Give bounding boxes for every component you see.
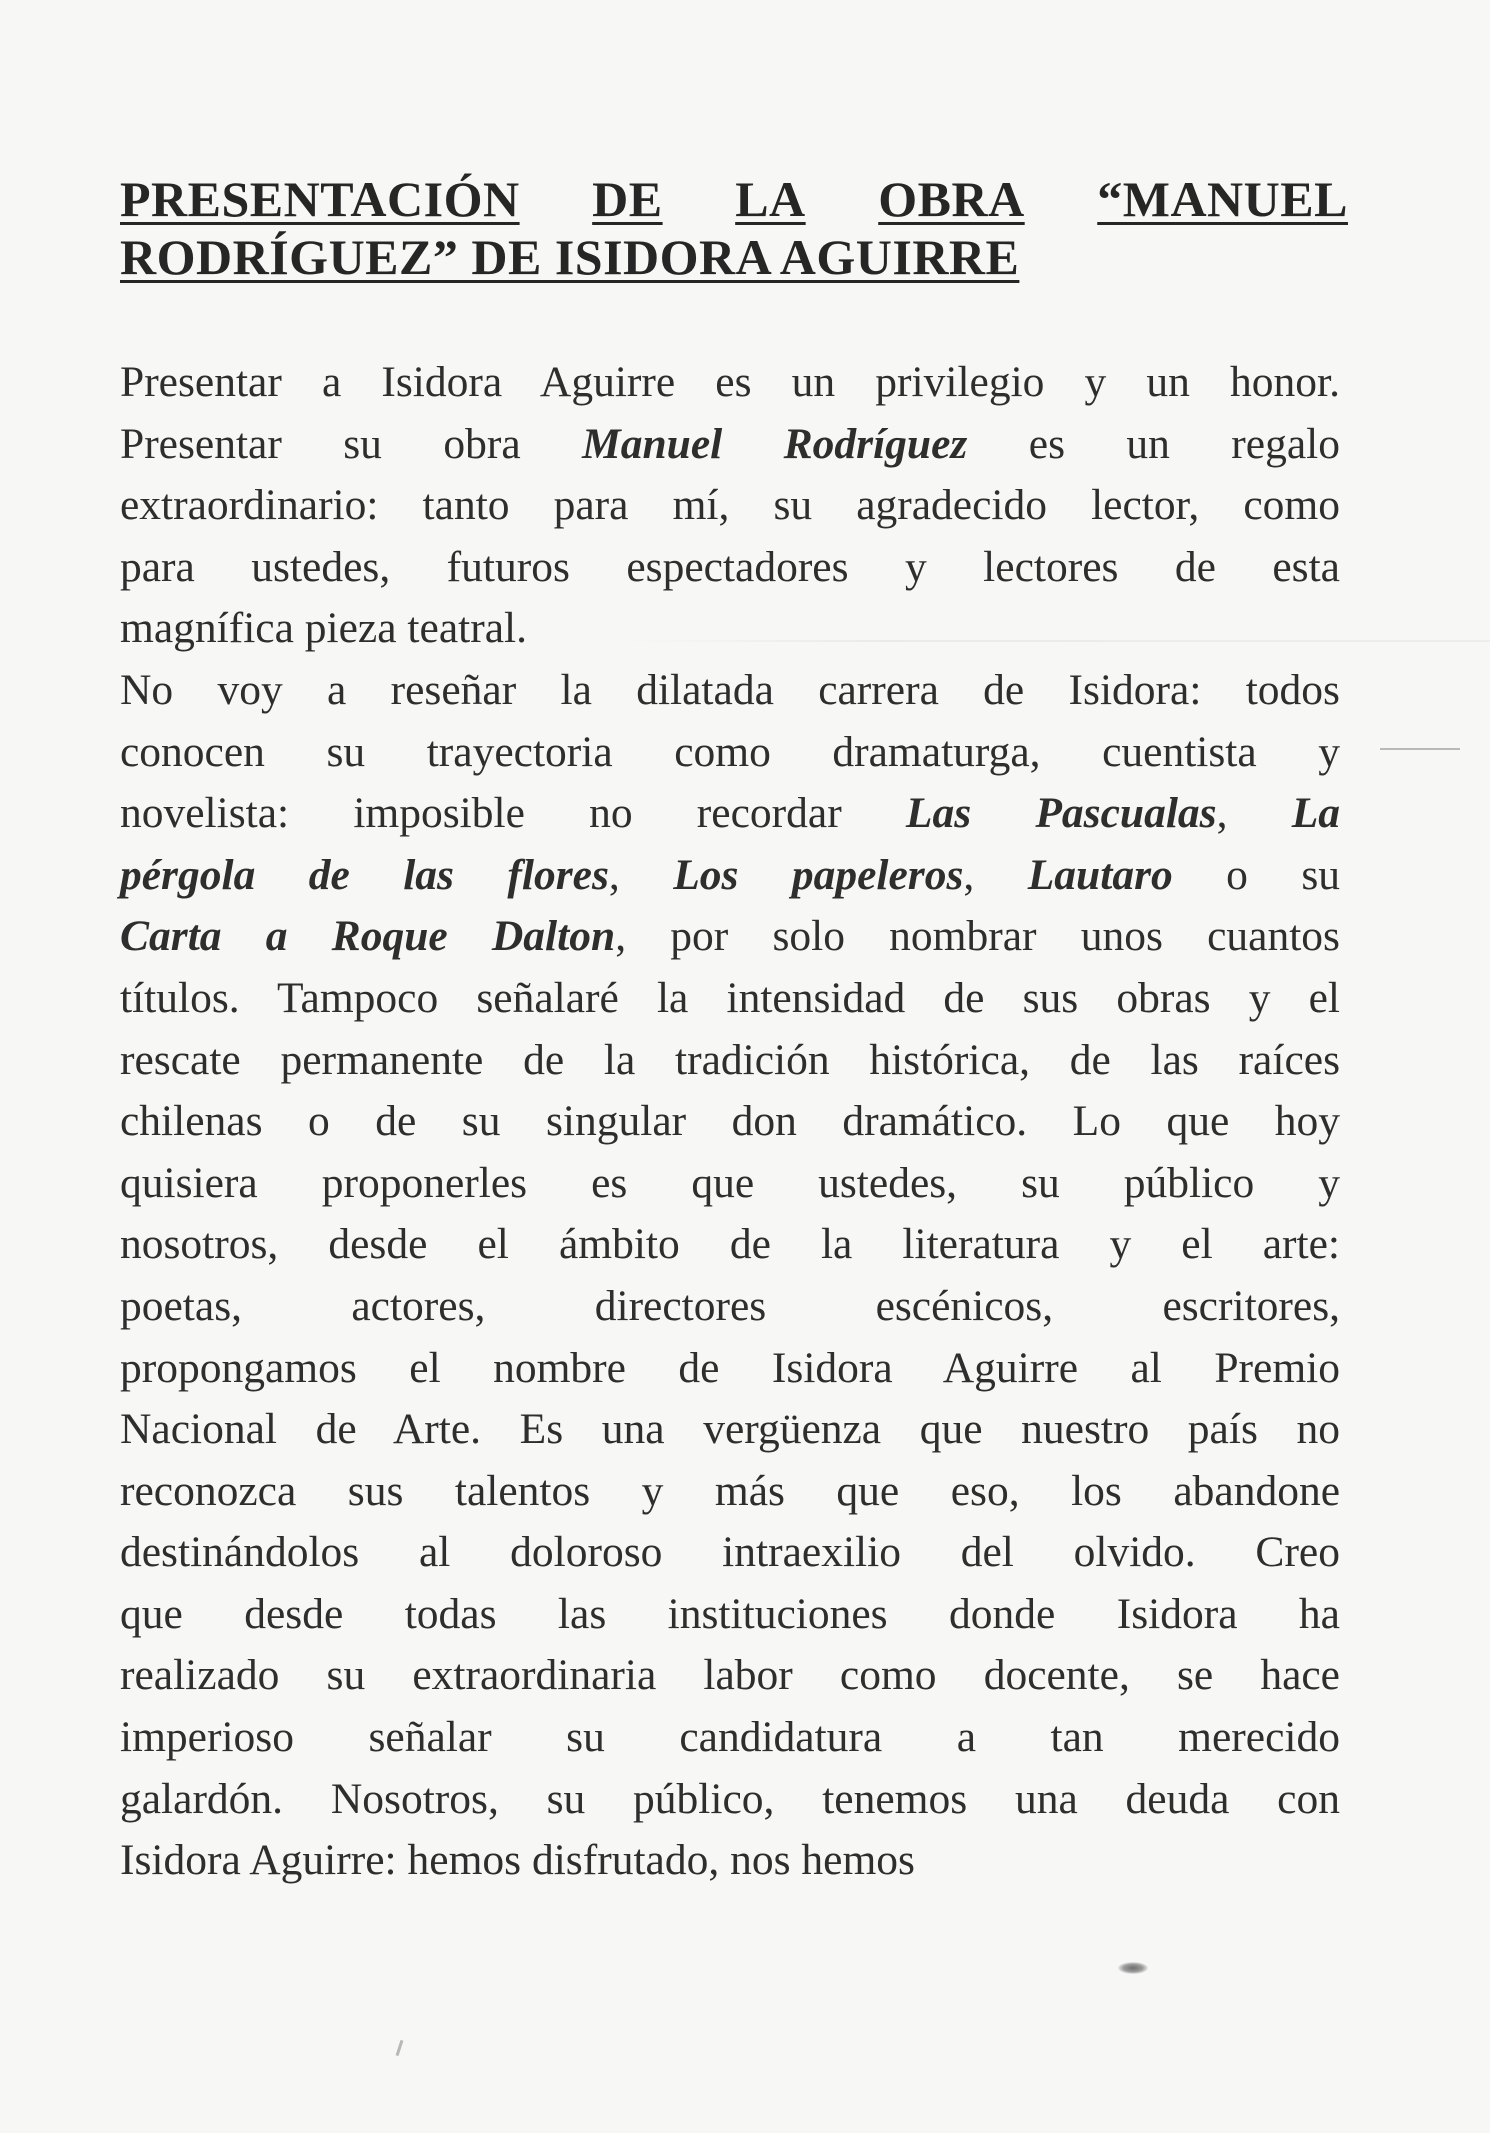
text-line xyxy=(120,906,1340,968)
title-word: LA xyxy=(735,171,806,227)
text-line xyxy=(120,1645,1340,1707)
text-line xyxy=(120,660,1340,722)
text-line xyxy=(120,1153,1340,1215)
text-line xyxy=(120,414,1340,476)
text-line xyxy=(120,1769,1340,1831)
text-line xyxy=(120,598,1340,660)
ink-speck xyxy=(1118,1962,1148,1974)
text-run: , xyxy=(963,850,1028,899)
text-line xyxy=(120,722,1340,784)
text-run: propongamos el nombre de Isidora Aguirre al Premio xyxy=(120,1343,1340,1392)
italic-title-run: La xyxy=(1291,789,1341,838)
text-line xyxy=(120,1461,1340,1523)
text-run: Presentar a Isidora Aguirre es un privilegio y un honor. xyxy=(120,358,1340,406)
text-run: reconozca sus talentos y más que eso, los abandone xyxy=(120,1466,1340,1515)
text-run: o su xyxy=(1172,850,1341,899)
text-line xyxy=(120,1030,1340,1092)
pencil-mark xyxy=(396,2040,404,2056)
text-line xyxy=(120,475,1340,537)
title-word: DE xyxy=(592,171,663,227)
text-line xyxy=(120,1522,1340,1584)
text-line xyxy=(120,1399,1340,1461)
paragraph xyxy=(120,352,1340,660)
text-run: Presentar su obra xyxy=(120,419,583,468)
text-line xyxy=(120,845,1340,907)
text-run: Nacional de Arte. Es una vergüenza que nuestro país no xyxy=(120,1405,1340,1454)
text-line xyxy=(120,1707,1340,1769)
title-line-1 xyxy=(120,170,1348,228)
text-run: es un regalo xyxy=(967,419,1340,468)
text-run: chilenas o de su singular don dramático. Lo que hoy xyxy=(120,1097,1340,1146)
document-title xyxy=(120,170,1348,286)
text-run: nosotros, desde el ámbito de la literatura y el arte: xyxy=(120,1220,1340,1269)
text-run: conocen su trayectoria como dramaturga, cuentista y xyxy=(120,727,1340,776)
text-line xyxy=(120,352,1340,414)
text-line xyxy=(120,1214,1340,1276)
text-run: realizado su extraordinaria labor como docente, se hace xyxy=(120,1651,1340,1700)
text-run: imperioso señalar su candidatura a tan merecido xyxy=(120,1713,1340,1762)
text-run: No voy a reseñar la dilatada carrera de Isidora: todos xyxy=(120,665,1340,714)
text-run: títulos. Tampoco señalaré la intensidad de sus obras y el xyxy=(120,973,1340,1022)
text-line xyxy=(120,1338,1340,1400)
italic-title-run: Carta a Roque Dalton xyxy=(120,912,616,961)
text-line xyxy=(120,1091,1340,1153)
text-run: quisiera proponerles es que ustedes, su público y xyxy=(120,1158,1340,1207)
text-run: extraordinario: tanto para mí, su agradecido lector, como xyxy=(120,481,1340,530)
text-line xyxy=(120,1276,1340,1338)
text-line xyxy=(120,1584,1340,1646)
body-text xyxy=(120,352,1340,1892)
text-line xyxy=(120,1830,1340,1892)
italic-title-run: pérgola de las flores xyxy=(120,850,609,899)
text-run: magnífica pieza teatral. xyxy=(120,604,527,653)
text-run: novelista: imposible no recordar xyxy=(120,789,906,838)
text-run: , por solo nombrar unos cuantos xyxy=(615,912,1340,961)
text-run: poetas, actores, directores escénicos, escritores, xyxy=(120,1281,1340,1330)
text-run: Isidora Aguirre: hemos disfrutado, nos hemos xyxy=(120,1836,915,1885)
text-run: , xyxy=(1216,789,1292,838)
italic-title-run: Lautaro xyxy=(1027,850,1173,899)
text-run: destinándolos al doloroso intraexilio del olvido. Creo xyxy=(120,1528,1340,1577)
text-run: para ustedes, futuros espectadores y lectores de esta xyxy=(120,542,1340,591)
text-line xyxy=(120,968,1340,1030)
text-run: que desde todas las instituciones donde Isidora ha xyxy=(120,1589,1340,1638)
text-line xyxy=(120,783,1340,845)
margin-mark xyxy=(1380,748,1460,750)
text-run: , xyxy=(608,850,674,899)
title-line-2: RODRÍGUEZ” DE ISIDORA AGUIRRE xyxy=(120,229,1020,285)
italic-title-run: Los papeleros xyxy=(673,850,964,899)
text-line xyxy=(120,537,1340,599)
italic-title-run: Manuel Rodríguez xyxy=(582,419,968,468)
title-word: PRESENTACIÓN xyxy=(120,171,520,227)
paragraph xyxy=(120,660,1340,1892)
text-run: rescate permanente de la tradición histórica, de las raíces xyxy=(120,1035,1340,1084)
text-run: galardón. Nosotros, su público, tenemos una deuda con xyxy=(120,1774,1340,1823)
italic-title-run: Las Pascualas xyxy=(905,789,1217,838)
title-word: OBRA xyxy=(878,171,1025,227)
title-word: “MANUEL xyxy=(1097,171,1348,227)
